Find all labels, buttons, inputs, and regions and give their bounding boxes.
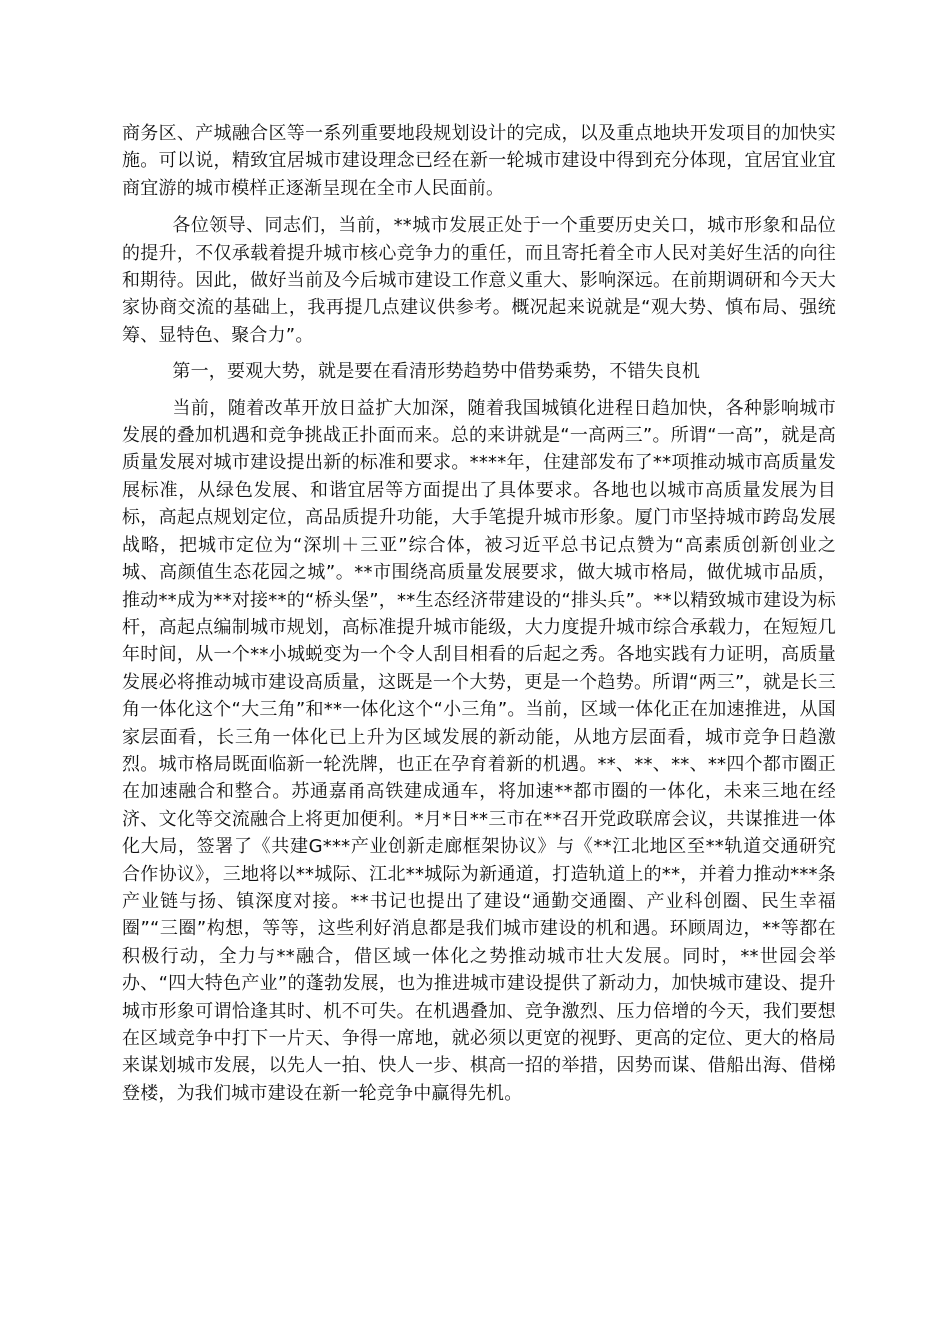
paragraph-continuation: 商务区、产城融合区等一系列重要地段规划设计的完成，以及重点地块开发项目的加快实施。可以说，精致宜居城市建设理念已经在新一轮城市建设中得到充分体现，宜居宜业宜商宜游的城市模样正逐渐呈现在全市人民面前。 xyxy=(122,123,836,199)
section-heading-first: 第一，要观大势，就是要在看清形势趋势中借势乘势，不错失良机 xyxy=(172,361,701,383)
paragraph-address: 各位领导、同志们，当前，**城市发展正处于一个重要历史关口，城市形象和品位的提升，不仅承载着提升城市核心竞争力的重任，而且寄托着全市人民对美好生活的向往和期待。因此，做好当前及今后城市建设工作意义重大、影响深远。在前期调研和今天大家协商交流的基础上，我再提几点建议供参考。概况起来说就是“观大势、慎布局、强统筹、显特色、聚合力”。 xyxy=(122,215,836,346)
document-page xyxy=(122,120,836,1107)
paragraph-body: 当前，随着改革开放日益扩大加深，随着我国城镇化进程日趋加快，各种影响城市发展的叠加机遇和竞争挑战正扑面而来。总的来讲就是“一高两三”。所谓“一高”，就是高质量发展对城市建设提出新的标准和要求。****年，住建部发布了**项推动城市高质量发展标准，从绿色发展、和谐宜居等方面提出了具体要求。各地也以城市高质量发展为目标，高起点规划定位，高品质提升功能，大手笔提升城市形象。厦门市坚持城市跨岛发展战略，把城市定位为“深圳＋三亚”综合体，被习近平总书记点赞为“高素质创新创业之城、高颜值生态花园之城”。**市围绕高质量发展要求，做大城市格局，做优城市品质，推动**成为**对接**的“桥头堡”，**生态经济带建设的“排头兵”。**以精致城市建设为标杆，高起点编制城市规划，高标准提升城市能级，大力度提升城市综合承载力，在短短几年时间，从一个**小城蜕变为一个令人刮目相看的后起之秀。各地实践有力证明，高质量发展必将推动城市建设高质量，这既是一个大势，更是一个趋势。所谓“两三”，就是长三角一体化这个“大三角”和**一体化这个“小三角”。当前，区域一体化正在加速推进，从国家层面看，长三角一体化已上升为区域发展的新动能，从地方层面看，城市竞争日趋激烈。城市格局既面临新一轮洗牌，也正在孕育着新的机遇。**、**、**、**四个都市圈正在加速融合和整合。苏通嘉甬高铁建成通车，将加速**都市圈的一体化，未来三地在经济、文化等交流融合上将更加便利。*月*日**三市在**召开党政联席会议，共谋推进一体化大局，签署了《共建G***产业创新走廊框架协议》与《**江北地区至**轨道交通研究合作协议》，三地将以**城际、江北**城际为新通道，打造轨道上的**，并着力推动***条产业链与扬、镇深度对接。**书记也提出了建设“通勤交通圈、产业科创圈、民生幸福圈”“三圈”构想，等等，这些利好消息都是我们城市建设的机和遇。环顾周边，**等都在积极行动，全力与**融合，借区域一体化之势推动城市壮大发展。同时，**世园会举办、“四大特色产业”的蓬勃发展，也为推进城市建设提供了新动力，加快城市建设、提升城市形象可谓恰逢其时、机不可失。在机遇叠加、竞争激烈、压力倍增的今天，我们要想在区域竞争中打下一片天、争得一席地，就必须以更宽的视野、更高的定位、更大的格局来谋划城市发展，以先人一拍、快人一步、棋高一招的举措，因势而谋、借船出海、借梯登楼，为我们城市建设在新一轮竞争中赢得先机。 xyxy=(122,397,836,1104)
